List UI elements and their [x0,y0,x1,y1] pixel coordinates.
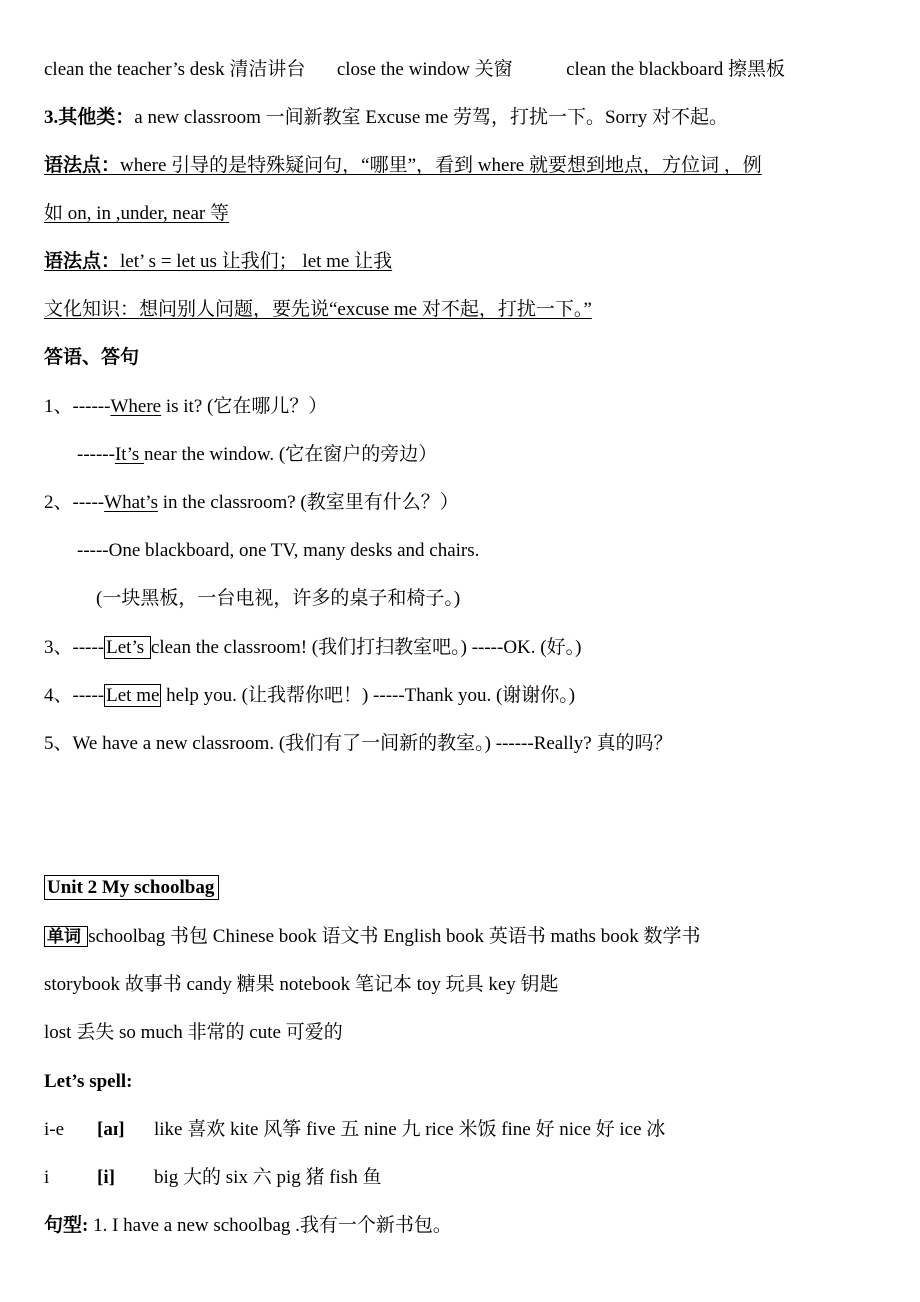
grammar-text: where 引导的是特殊疑问句，“哪里”，看到 where 就要想到地点，方位词 ，例 [120,155,762,176]
qa-text: is it? (它在哪儿？） [161,396,328,417]
qa-keyword: It’s [114,444,144,465]
qa-number: 1、------ [44,396,111,417]
sentence-label: 句型: [44,1215,89,1236]
unit-title [44,876,219,900]
grammar-point-2 [44,250,392,274]
qa-answer-1 [77,443,437,467]
others-text: a new classroom 一间新教室 Excuse me 劳驾，打扰一下。Sorry 对不起。 [134,107,728,128]
phrase-clean-blackboard: clean the blackboard 擦黑板 [566,59,786,80]
phrase-line-1 [44,58,785,82]
grammar-text-cont: 如 on, in ,under, near 等 [44,203,229,224]
qa-number: 4、----- [44,685,105,706]
phrase-close-window: close the window 关窗 [336,59,513,80]
qa-item-5: 5、We have a new classroom. (我们有了一间新的教室。) ------Really? 真的吗？ [44,733,673,754]
qa-number: 3、----- [44,637,105,658]
vocab-line-3: lost 丢失 so much 非常的 cute 可爱的 [44,1022,343,1043]
others-line [44,106,728,130]
qa-item-2 [44,491,459,515]
phrase-teachers-desk: clean the teacher’s desk 清洁讲台 [44,59,306,80]
qa-item-4 [44,684,575,708]
spell-heading: Let’s spell: [44,1071,133,1092]
spell-letter: i [44,1167,50,1188]
qa-keyword-boxed: Let’s [106,637,149,658]
grammar-point-1 [44,154,762,178]
unit-title-text: Unit 2 My schoolbag [44,875,219,900]
spell-ipa: [aɪ] [97,1119,125,1140]
qa-text: near the window. (它在窗户的旁边） [144,444,438,465]
sentence-text: 1. I have a new schoolbag .我有一个新书包。 [88,1215,452,1236]
spell-row-2 [44,1166,381,1190]
qa-item-1 [44,395,327,419]
vocab-line-2: storybook 故事书 candy 糖果 notebook 笔记本 toy 玩具 key 钥匙 [44,974,559,995]
qa-answer-2-translation: (一块黑板，一台电视，许多的桌子和椅子。) [96,588,461,609]
qa-text: help you. (让我帮你吧！) -----Thank you. (谢谢你。) [161,685,576,706]
others-label: 3.其他类： [44,107,135,128]
qa-dash: ------ [77,444,115,465]
vocab-label: 单词 [44,926,88,947]
qa-answer-2: -----One blackboard, one TV, many desks and chairs. [77,540,480,561]
qa-keyword: Where [110,396,162,417]
grammar-label: 语法点： [44,251,121,272]
qa-keyword-boxed: Let me [106,685,160,706]
spell-letter: i-e [44,1119,65,1140]
sentence-pattern [44,1214,452,1238]
grammar-label: 语法点： [44,155,121,176]
qa-keyword: What’s [104,492,158,513]
spell-ipa: [i] [97,1167,115,1188]
culture-note: 文化知识：想问别人问题，要先说“excuse me 对不起，打扰一下。” [44,299,592,320]
grammar-point-1-cont [44,202,229,226]
vocab-line-1 [44,925,700,949]
qa-text: clean the classroom! (我们打扫教室吧。) -----OK. (好。) [150,637,582,658]
grammar-text: let’ s = let us 让我们； let me 让我 [120,251,393,272]
qa-heading: 答语、答句 [44,347,140,368]
qa-number: 2、----- [44,492,105,513]
qa-item-3 [44,636,581,660]
qa-text: in the classroom? (教室里有什么？） [157,492,459,513]
spell-words: like 喜欢 kite 风筝 five 五 nine 九 rice 米饭 fine 好 nice 好 ice 冰 [154,1119,666,1140]
vocab-text: schoolbag 书包 Chinese book 语文书 English book 英语书 maths book 数学书 [88,926,701,947]
spell-words: big 大的 six 六 pig 猪 fish 鱼 [154,1167,382,1188]
spell-row-1 [44,1118,665,1142]
